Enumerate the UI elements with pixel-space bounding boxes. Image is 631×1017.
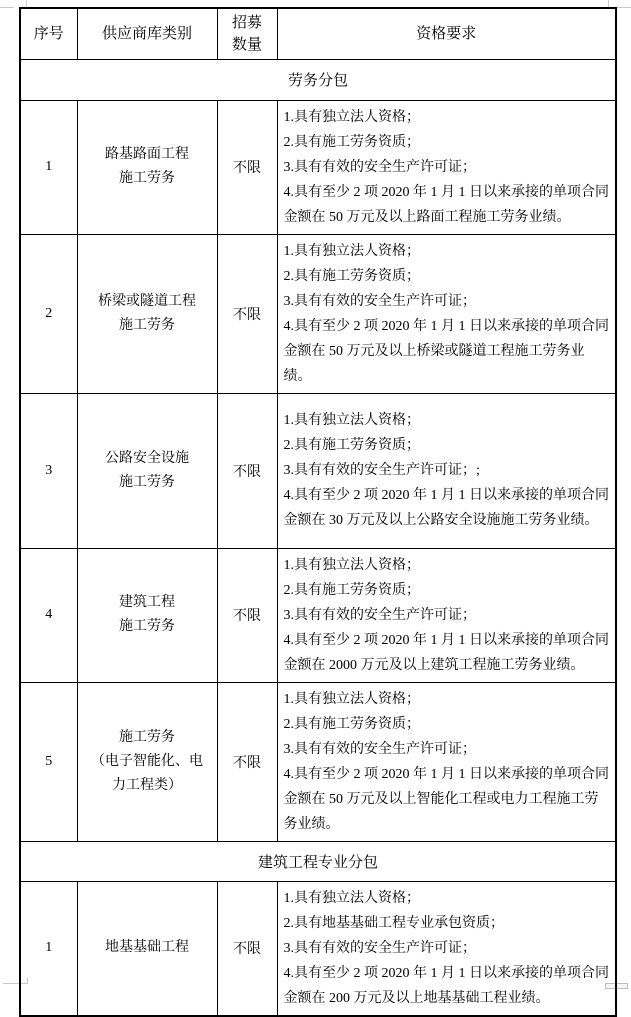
row-category — [77, 100, 217, 234]
requirement-item: 4.具有至少 2 项 2020 年 1 月 1 日以来承接的单项合同金额在 2000 万元及以上建筑工程施工劳务业绩。 — [283, 632, 609, 673]
requirement-item: 2.具有施工劳务资质； — [283, 582, 420, 598]
supplier-qualification-table — [19, 7, 617, 1017]
header-quantity-line1: 招募 — [231, 14, 262, 31]
table-row — [20, 548, 616, 682]
row-requirements — [277, 881, 616, 1016]
requirement-item: 4.具有至少 2 项 2020 年 1 月 1 日以来承接的单项合同金额在 50 万元及以上桥梁或隧道工程施工劳务业绩。 — [283, 318, 609, 384]
category-line: 施工劳务 — [119, 729, 175, 745]
category-line: 施工劳务 — [119, 171, 175, 186]
category-line: 施工劳务 — [119, 619, 175, 634]
requirement-item: 2.具有施工劳务资质； — [283, 438, 420, 453]
header-no: 序号 — [20, 8, 77, 59]
row-requirements — [277, 548, 616, 682]
requirement-item: 2.具有施工劳务资质； — [283, 716, 420, 732]
table-row — [20, 682, 616, 841]
row-category — [77, 234, 217, 393]
requirement-item: 3.具有有效的安全生产许可证； — [283, 741, 476, 757]
row-quantity: 不限 — [217, 548, 277, 682]
header-quantity — [217, 8, 277, 59]
requirement-item: 2.具有施工劳务资质； — [283, 268, 420, 284]
requirement-item: 3.具有有效的安全生产许可证； — [283, 293, 476, 309]
row-quantity: 不限 — [217, 234, 277, 393]
requirement-item: 3.具有有效的安全生产许可证； — [283, 607, 476, 623]
section-row — [20, 59, 616, 100]
requirement-item: 3.具有有效的安全生产许可证； — [283, 159, 476, 175]
table-row — [20, 100, 616, 234]
category-line: 地基基础工程 — [105, 940, 189, 955]
crop-mark-top-right-horizontal — [617, 7, 631, 8]
section-title-construction-professional-subcontract: 建筑工程专业分包 — [20, 841, 616, 881]
requirement-item: 1.具有独立法人资格； — [283, 413, 420, 428]
category-line: 建筑工程 — [119, 595, 175, 610]
row-no: 3 — [20, 393, 77, 548]
requirement-item: 1.具有独立法人资格； — [283, 691, 420, 707]
requirement-item: 2.具有施工劳务资质； — [283, 134, 420, 150]
requirement-item: 2.具有地基基础工程专业承包资质； — [283, 915, 504, 931]
requirement-item: 3.具有有效的安全生产许可证；; — [283, 463, 480, 478]
table-row — [20, 393, 616, 548]
category-line: 力工程类） — [112, 777, 182, 793]
row-category — [77, 548, 217, 682]
row-quantity: 不限 — [217, 682, 277, 841]
row-no: 5 — [20, 682, 77, 841]
row-requirements — [277, 393, 616, 548]
section-row — [20, 841, 616, 881]
table-row — [20, 881, 616, 1016]
row-category — [77, 393, 217, 548]
row-no: 1 — [20, 100, 77, 234]
row-quantity: 不限 — [217, 881, 277, 1016]
requirement-item: 1.具有独立法人资格； — [283, 890, 420, 906]
row-category — [77, 881, 217, 1016]
category-line: 施工劳务 — [119, 317, 175, 333]
row-no: 2 — [20, 234, 77, 393]
row-requirements — [277, 682, 616, 841]
crop-mark-top-left-horizontal — [0, 7, 14, 8]
header-quantity-line2: 数量 — [231, 36, 262, 53]
category-line: 路基路面工程 — [105, 147, 189, 162]
row-category — [77, 682, 217, 841]
row-no: 4 — [20, 548, 77, 682]
requirement-item: 1.具有独立法人资格； — [283, 243, 420, 259]
category-line: （电子智能化、电 — [91, 753, 203, 769]
requirement-item: 1.具有独立法人资格； — [283, 109, 420, 125]
requirement-item: 4.具有至少 2 项 2020 年 1 月 1 日以来承接的单项合同金额在 50 万元及以上路面工程施工劳务业绩。 — [283, 184, 609, 225]
row-requirements — [277, 100, 616, 234]
table-header-row — [20, 8, 616, 59]
requirement-item: 4.具有至少 2 项 2020 年 1 月 1 日以来承接的单项合同金额在 30 万元及以上公路安全设施施工劳务业绩。 — [283, 488, 609, 528]
row-requirements — [277, 234, 616, 393]
header-requirements: 资格要求 — [277, 8, 616, 59]
requirement-item: 1.具有独立法人资格； — [283, 557, 420, 573]
requirement-item: 4.具有至少 2 项 2020 年 1 月 1 日以来承接的单项合同金额在 50 万元及以上智能化工程或电力工程施工劳务业绩。 — [283, 766, 609, 832]
category-line: 施工劳务 — [119, 474, 175, 490]
requirement-item: 4.具有至少 2 项 2020 年 1 月 1 日以来承接的单项合同金额在 200 万元及以上地基基础工程业绩。 — [283, 965, 609, 1006]
category-line: 公路安全设施 — [105, 450, 189, 466]
category-line: 桥梁或隧道工程 — [98, 293, 196, 309]
header-category: 供应商库类别 — [77, 8, 217, 59]
section-title-labor-subcontract: 劳务分包 — [20, 59, 616, 100]
row-no: 1 — [20, 881, 77, 1016]
row-quantity: 不限 — [217, 100, 277, 234]
row-quantity: 不限 — [217, 393, 277, 548]
table-row — [20, 234, 616, 393]
requirement-item: 3.具有有效的安全生产许可证； — [283, 940, 476, 956]
